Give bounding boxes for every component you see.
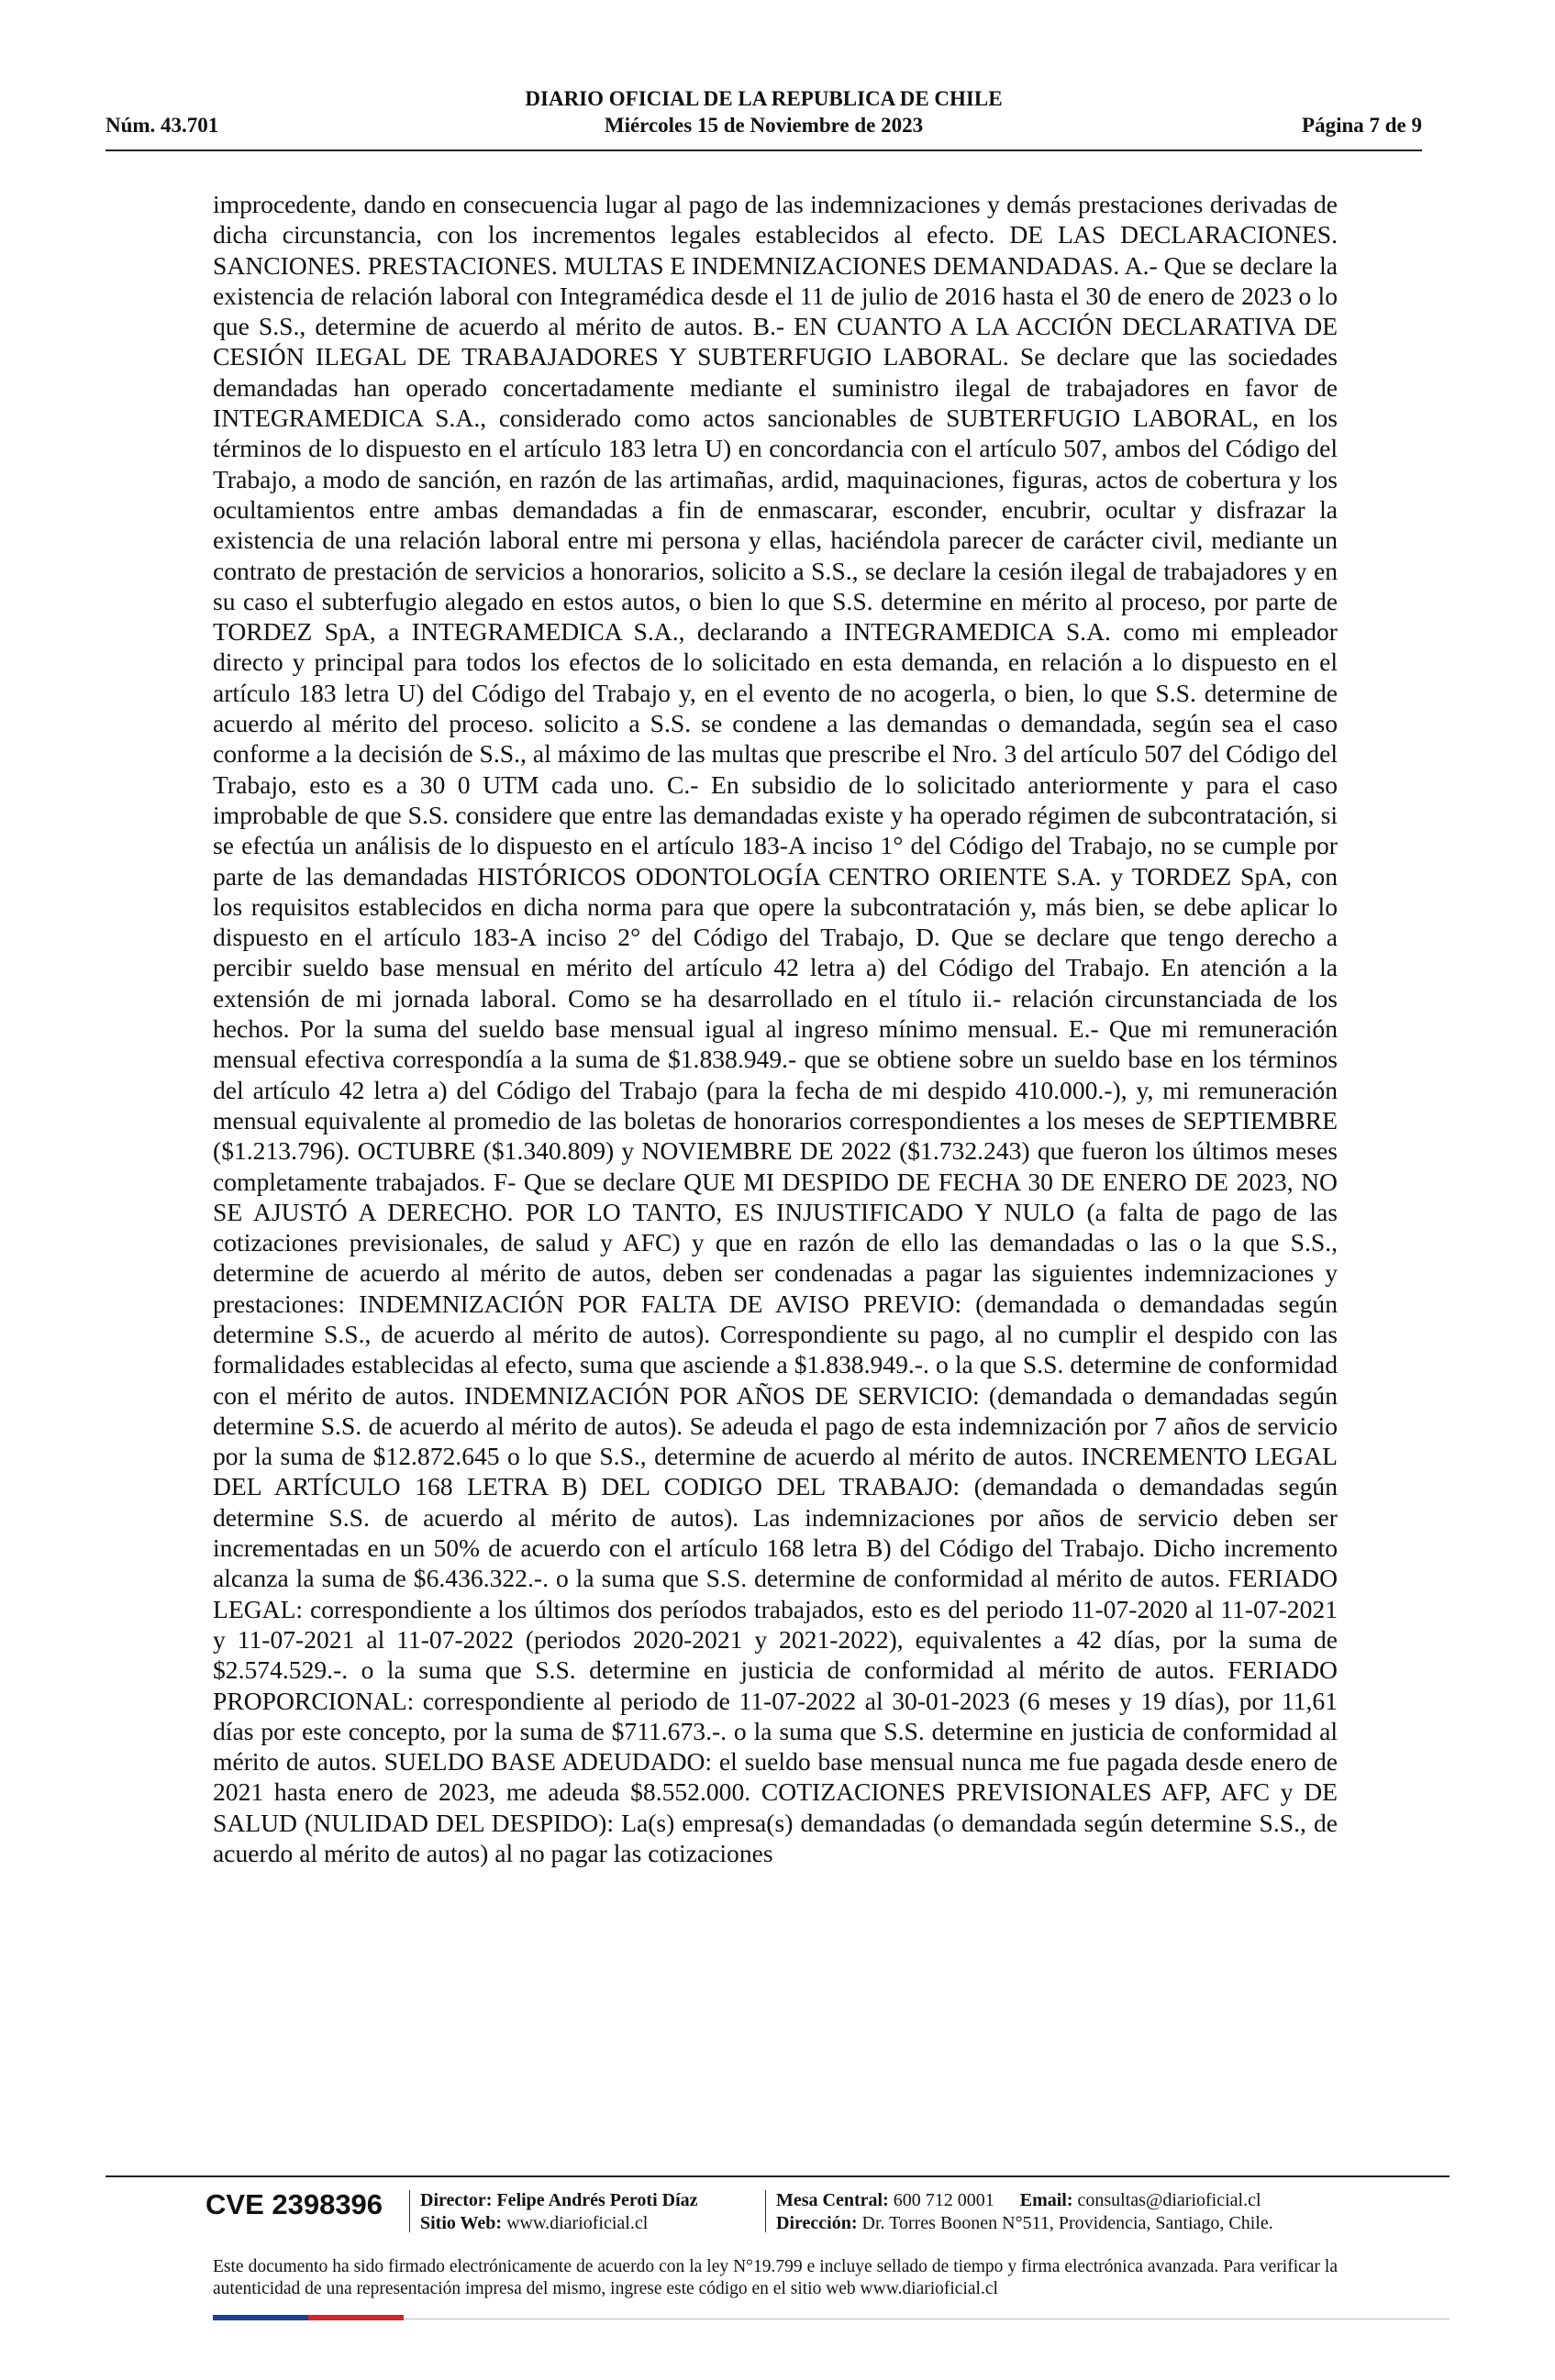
mesa-phone: 600 712 0001 [893,2190,994,2210]
footer-divider [106,2175,1449,2177]
mesa-label: Mesa Central: [776,2190,889,2210]
page-header [106,87,1422,151]
footer-contact-block [776,2189,1273,2235]
legal-notice: Este documento ha sido firmado electrónicamente de acuerdo con la ley N°19.799 e incluye sellado de tiempo y firma electrónica avanzada. Para verificar la autenticidad de una representación impresa del mismo, ingrese este código en el sitio web www.diarioficial.cl [213,2257,1338,2298]
address-label: Dirección: [776,2213,858,2233]
header-divider [106,149,1422,151]
flag-stripe-blue [213,2315,308,2320]
email-link[interactable]: consultas@diarioficial.cl [1077,2190,1261,2210]
director-name: Felipe Andrés Peroti Díaz [496,2190,698,2210]
cve-code: CVE 2398396 [205,2188,383,2220]
issue-number: Núm. 43.701 [106,114,219,137]
email-label: Email: [1019,2190,1073,2210]
publication-title: DIARIO OFICIAL DE LA REPUBLICA DE CHILE [525,87,1003,110]
address-value: Dr. Torres Boonen N°511, Providencia, Santiago, Chile. [861,2213,1273,2233]
flag-stripe-red [308,2315,404,2320]
body-paragraph: improcedente, dando en consecuencia lugar al pago de las indemnizaciones y demás prestaciones derivadas de dicha circunstancia, con los incrementos legales establecidos al efecto. DE LAS DECLARACIONES. SANCIONES. PRESTACIONES. MULTAS E INDEMNIZACIONES DEMANDADAS. A.- Que se declare la existencia de relación laboral con Integramédica desde el 11 de julio de 2016 hasta el 30 de enero de 2023 o lo que S.S., determine de acuerdo al mérito de autos. B.- EN CUANTO A LA ACCIÓN DECLARATIVA DE CESIÓN ILEGAL DE TRABAJADORES Y SUBTERFUGIO LABORAL. Se declare que las sociedades demandadas han operado concertadamente mediante el suministro ilegal de trabajadores en favor de INTEGRAMEDICA S.A., considerado como actos sancionables de SUBTERFUGIO LABORAL, en los términos de lo dispuesto en el artículo 183 letra U) en concordancia con el artículo 507, ambos del Código del Trabajo, a modo de sanción, en razón de las artimañas, ardid, maquinaciones, figuras, actos de cobertura y los ocultamientos entre ambas demandadas a fin de enmascarar, esconder, encubrir, ocultar y disfrazar la existencia de una relación laboral entre mi persona y ellas, haciéndola parecer de carácter civil, mediante un contrato de prestación de servicios a honorarios, solicito a S.S., se declare la cesión ilegal de trabajadores y en su caso el subterfugio alegado en estos autos, o bien lo que S.S. determine en mérito al proceso, por parte de TORDEZ SpA, a INTEGRAMEDICA S.A., declarando a INTEGRAMEDICA S.A. como mi empleador directo y principal para todos los efectos de lo solicitado en esta demanda, en relación a lo dispuesto en el artículo 183 letra U) del Código del Trabajo y, en el evento de no acogerla, o bien, lo que S.S. determine de acuerdo al mérito del proceso. solicito a S.S. se condene a las demandas o demandada, según sea el caso conforme a la decisión de S.S., al máximo de las multas que prescribe el Nro. 3 del artículo 507 del Código del Trabajo, esto es a 30 0 UTM cada uno. C.- En subsidio de lo solicitado anteriormente y para el caso improbable de que S.S. considere que entre las demandadas existe y ha operado régimen de subcontratación, si se efectúa un análisis de lo dispuesto en el artículo 183-A inciso 1° del Código del Trabajo, no se cumple por parte de las demandadas HISTÓRICOS ODONTOLOGÍA CENTRO ORIENTE S.A. y TORDEZ SpA, con los requisitos establecidos en dicha norma para que opere la subcontratación y, más bien, se debe aplicar lo dispuesto en el artículo 183-A inciso 2° del Código del Trabajo, D. Que se declare que tengo derecho a percibir sueldo base mensual en mérito del artículo 42 letra a) del Código del Trabajo. En atención a la extensión de mi jornada laboral. Como se ha desarrollado en el título ii.- relación circunstanciada de los hechos. Por la suma del sueldo base mensual igual al ingreso mínimo mensual. E.- Que mi remuneración mensual efectiva correspondía a la suma de $1.838.949.- que se obtiene sobre un sueldo base en los términos del artículo 42 letra a) del Código del Trabajo (para la fecha de mi despido 410.000.-), y, mi remuneración mensual equivalente al promedio de las boletas de honorarios correspondientes a los meses de SEPTIEMBRE ($1.213.796). OCTUBRE ($1.340.809) y NOVIEMBRE DE 2022 ($1.732.243) que fueron los últimos meses completamente trabajados. F- Que se declare QUE MI DESPIDO DE FECHA 30 DE ENERO DE 2023, NO SE AJUSTÓ A DERECHO. POR LO TANTO, ES INJUSTIFICADO Y NULO (a falta de pago de las cotizaciones previsionales, de salud y AFC) y que en razón de ello las demandadas o las o la que S.S., determine de acuerdo al mérito de autos, deben ser condenadas a pagar las siguientes indemnizaciones y prestaciones: INDEMNIZACIÓN POR FALTA DE AVISO PREVIO: (demandada o demandadas según determine S.S., de acuerdo al mérito de autos). Correspondiente su pago, al no cumplir el despido con las formalidades establecidas al efecto, suma que asciende a $1.838.949.-. o la que S.S. determine de conformidad con el mérito de autos. INDEMNIZACIÓN POR AÑOS DE SERVICIO: (demandada o demandadas según determine S.S. de acuerdo al mérito de autos). Se adeuda el pago de esta indemnización por 7 años de servicio por la suma de $12.872.645 o lo que S.S., determine de acuerdo al mérito de autos. INCREMENTO LEGAL DEL ARTÍCULO 168 LETRA B) DEL CODIGO DEL TRABAJO: (demandada o demandadas según determine S.S. de acuerdo al mérito de autos). Las indemnizaciones por años de servicio deben ser incrementadas en un 50% de acuerdo con el artículo 168 letra B) del Código del Trabajo. Dicho incremento alcanza la suma de $6.436.322.-. o la suma que S.S. determine de conformidad al mérito de autos. FERIADO LEGAL: correspondiente a los últimos dos períodos trabajados, esto es del periodo 11-07-2020 al 11-07-2021 y 11-07-2021 al 11-07-2022 (periodos 2020-2021 y 2021-2022), equivalentes a 42 días, por la suma de $2.574.529.-. o la suma que S.S. determine en justicia de conformidad al mérito de autos. FERIADO PROPORCIONAL: correspondiente al periodo de 11-07-2022 al 30-01-2023 (6 meses y 19 días), por 11,61 días por este concepto, por la suma de $711.673.-. o la suma que S.S. determine en justicia de conformidad al mérito de autos. SUELDO BASE ADEUDADO: el sueldo base mensual nunca me fue pagada desde enero de 2021 hasta enero de 2023, me adeuda $8.552.000. COTIZACIONES PREVISIONALES AFP, AFC y DE SALUD (NULIDAD DEL DESPIDO): La(s) empresa(s) demandadas (o demandada según determine S.S., de acuerdo al mérito de autos) al no pagar las cotizaciones [213,190,1338,1868]
director-label: Director: [420,2190,493,2210]
issue-date: Miércoles 15 de Noviembre de 2023 [604,114,924,137]
page-indicator: Página 7 de 9 [1302,114,1422,137]
footer-separator [409,2190,410,2232]
website-label: Sitio Web: [420,2213,503,2233]
footer-separator [765,2190,766,2232]
website-link[interactable]: www.diarioficial.cl [506,2213,649,2233]
footer-director-block [420,2189,698,2235]
